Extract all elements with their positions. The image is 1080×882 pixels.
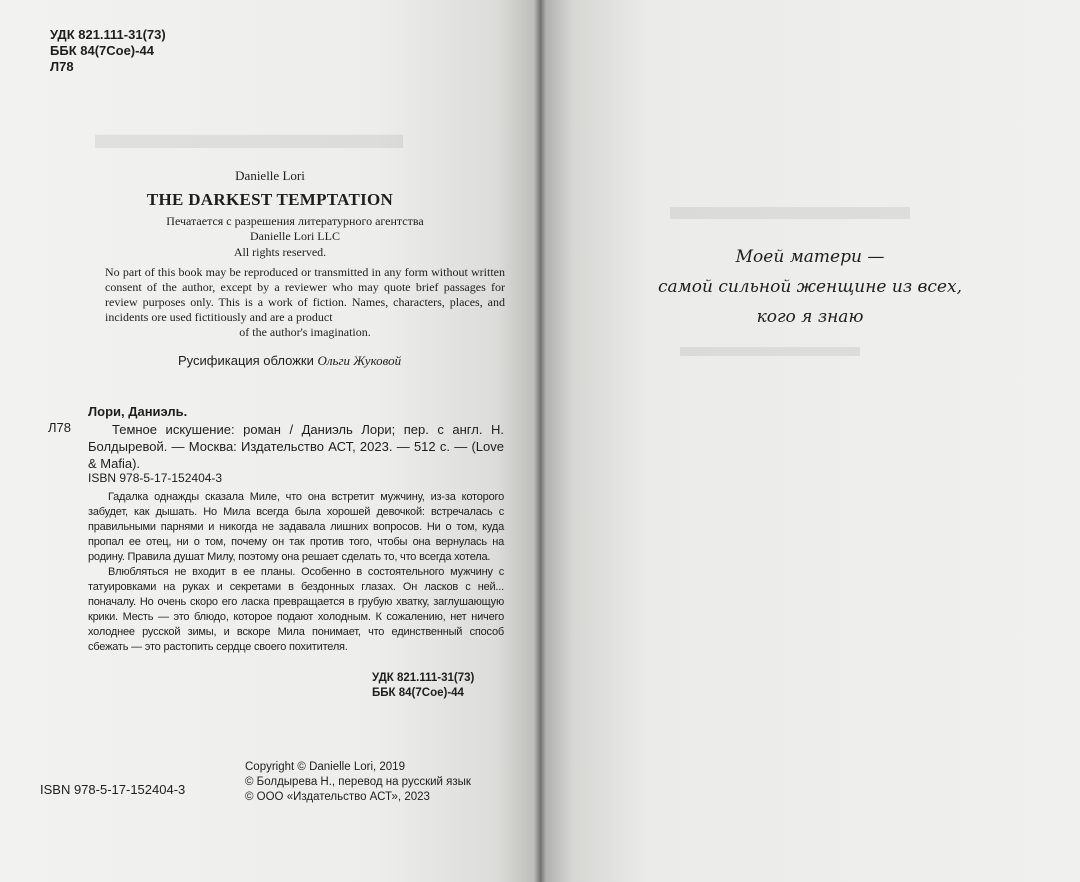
permission-line: Печатается с разрешения литературного агентства bbox=[166, 214, 424, 228]
bbk-code: ББК 84(7Сое)-44 bbox=[50, 43, 154, 58]
classification-top bbox=[50, 27, 166, 75]
copyright-author: Copyright © Danielle Lori, 2019 bbox=[245, 761, 405, 773]
cover-label: Русификация обложки bbox=[178, 353, 314, 368]
dedication-line: самой сильной женщине из всех, bbox=[658, 277, 962, 297]
udk-code: УДК 821.111-31(73) bbox=[50, 27, 166, 42]
rights-reserved: All rights reserved. bbox=[233, 245, 327, 259]
title-english: THE DARKEST TEMPTATION bbox=[146, 190, 394, 209]
copyright-block bbox=[245, 760, 471, 805]
copyright-translator: © Болдырева Н., перевод на русский язык bbox=[245, 776, 471, 788]
notice-last-line: of the author's imagination. bbox=[239, 325, 371, 339]
dedication bbox=[540, 242, 1080, 332]
cover-credit bbox=[178, 353, 401, 369]
show-through-bleed: ▬▬▬▬▬▬ bbox=[670, 183, 910, 228]
bbk-code: ББК 84(7Сое)-44 bbox=[372, 687, 464, 699]
udk-code: УДК 821.111-31(73) bbox=[372, 672, 475, 684]
isbn-middle: ISBN 978-5-17-152404-3 bbox=[88, 471, 223, 485]
annotation bbox=[88, 490, 504, 655]
author-mark: Л78 bbox=[50, 59, 74, 74]
biblio-code: Л78 bbox=[48, 420, 71, 435]
permission-note bbox=[0, 214, 540, 244]
biblio-author: Лори, Даниэль. bbox=[88, 404, 188, 419]
annotation-paragraph: Гадалка однажды сказала Миле, что она встретит мужчину, из-за которого забудет, как дышать. Но Мила всегда была хорошей девочкой: встречалась с правильными парнями и никогда не задавала лишних вопросов. Ни о том, куда пропал ее отец, ни о том, почему он так против того, чтобы она вернулась на родину. Правила душат Милу, поэтому она решает сделать то, что всегда хотела. bbox=[88, 491, 504, 563]
author-english: Danielle Lori bbox=[235, 168, 305, 183]
show-through-bleed: ▬▬▬▬▬▬▬ bbox=[95, 109, 403, 158]
classification-middle bbox=[372, 671, 474, 701]
isbn-bottom: ISBN 978-5-17-152404-3 bbox=[40, 782, 186, 797]
show-through-bleed: ▬▬▬▬▬▬ bbox=[680, 330, 860, 363]
biblio-description: Темное искушение: роман / Даниэль Лори; пер. с англ. Н. Болдыревой. — Москва: Издательство АСТ, 2023. — 512 с. — (Love & Mafia). bbox=[88, 422, 504, 471]
cover-designer: Ольги Жуковой bbox=[317, 353, 402, 368]
right-page bbox=[540, 0, 1080, 882]
copyright-publisher: © ООО «Издательство АСТ», 2023 bbox=[245, 791, 430, 803]
copyright-notice bbox=[105, 265, 505, 340]
dedication-line: Моей матери — bbox=[735, 247, 885, 267]
permission-agency: Danielle Lori LLC bbox=[250, 229, 340, 243]
notice-body: No part of this book may be reproduced or transmitted in any form without written consent of the author, except by a reviewer who may quote brief passages for review purposes only. This is a work of fiction. Names, characters, places, and incidents ore used fictitiously and are a product bbox=[105, 265, 505, 324]
book-gutter bbox=[534, 0, 546, 882]
annotation-paragraph: Влюбляться не входит в ее планы. Особенно в состоятельного мужчину с татуировками на руках и секретами в бездонных глазах. Он ласков с ней... поначалу. Но очень скоро его ласка превращается в грубую хватку, заглушающую крики. Месть — это блюдо, которое подают холодным. К сожалению, нет ничего холоднее русской зимы, и вскоре Мила понимает, что единственный способ сбежать — это растопить сердце своего похитителя. bbox=[88, 566, 504, 653]
dedication-line: кого я знаю bbox=[756, 307, 864, 327]
